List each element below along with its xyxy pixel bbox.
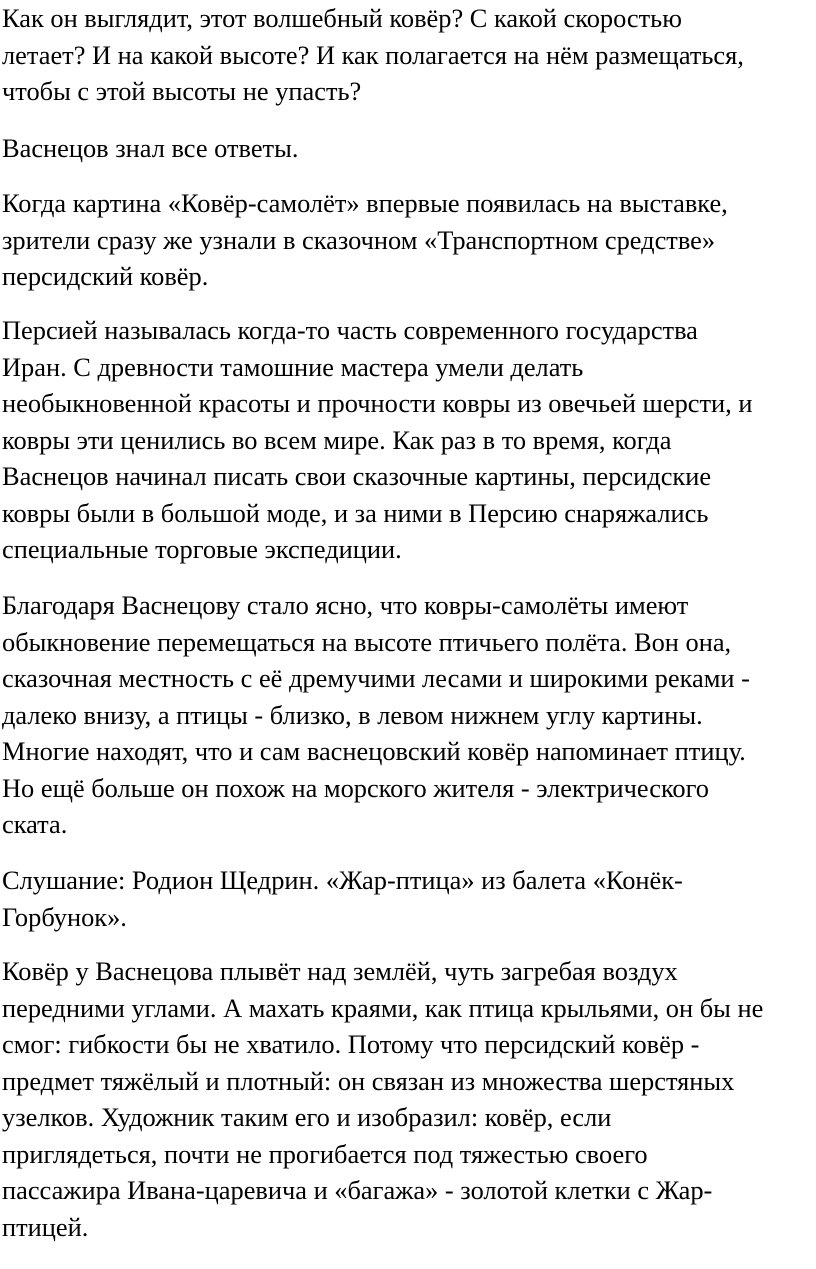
text-line: передними углами. А махать краями, как птица крыльями, он бы не bbox=[2, 992, 764, 1023]
text-line: Но ещё больше он похож на морского жителя - электрического bbox=[2, 772, 709, 803]
text-line: летает? И на какой высоте? И как полагается на нём размещаться, bbox=[2, 39, 744, 70]
text-line: Слушание: Родион Щедрин. «Жар-птица» из балета «Конёк- bbox=[2, 865, 683, 895]
paragraph-4 bbox=[2, 312, 752, 568]
paragraph-7 bbox=[2, 953, 763, 1245]
text-line: Многие находят, что и сам васнецовский ковёр напоминает птицу. bbox=[2, 736, 746, 766]
paragraph-5 bbox=[2, 587, 750, 843]
text-line: узелков. Художник таким его и изобразил: ковёр, если bbox=[2, 1102, 612, 1132]
paragraph-6 bbox=[2, 862, 683, 935]
text-line: чтобы с этой высоты не упасть? bbox=[2, 76, 362, 106]
text-line: персидский ковёр. bbox=[2, 261, 209, 291]
text-line: смог: гибкости бы не хватило. Потому что персидский ковёр - bbox=[2, 1029, 700, 1059]
text-line: Горбунок». bbox=[2, 901, 127, 932]
text-line: Васнецов начинал писать свои сказочные картины, персидские bbox=[2, 461, 712, 491]
text-line: пассажира Ивана-царевича и «багажа» - золотой клетки с Жар- bbox=[2, 1175, 713, 1205]
paragraph-2 bbox=[2, 130, 298, 167]
text-line: специальные торговые экспедиции. bbox=[2, 534, 402, 564]
text-line: зрители сразу же узнали в сказочном «Транспортном средстве» bbox=[2, 224, 716, 255]
text-line: необыкновенной красоты и прочности ковры из овечьей шерсти, и bbox=[2, 388, 753, 418]
text-line: Как он выглядит, этот волшебный ковёр? С какой скоростью bbox=[2, 3, 682, 33]
text-line: птицей. bbox=[2, 1211, 89, 1242]
text-line: Иран. С древности тамошние мастера умели делать bbox=[2, 351, 584, 382]
text-line: обыкновение перемещаться на высоте птичьего полёта. Вон она, bbox=[2, 626, 732, 657]
text-line: ковры были в большой моде, и за ними в Персию снаряжались bbox=[2, 497, 709, 528]
text-line: Благодаря Васнецову стало ясно, что ковры-самолёты имеют bbox=[2, 590, 689, 620]
text-line: приглядеться, почти не прогибается под тяжестью своего bbox=[2, 1138, 648, 1169]
paragraph-1 bbox=[2, 0, 744, 110]
text-line: Персией называлась когда-то часть современного государства bbox=[2, 315, 698, 345]
text-line: далеко внизу, а птицы - близко, в левом нижнем углу картины. bbox=[2, 699, 703, 730]
text-line: ската. bbox=[2, 809, 68, 839]
text-line: предмет тяжёлый и плотный: он связан из множества шерстяных bbox=[2, 1065, 735, 1096]
paragraph-3 bbox=[2, 185, 728, 295]
text-line: сказочная местность с её дремучими лесами и широкими реками - bbox=[2, 663, 750, 693]
text-line: ковры эти ценились во всем мире. Как раз в то время, когда bbox=[2, 424, 672, 455]
text-line: Васнецов знал все ответы. bbox=[2, 133, 299, 163]
text-line: Когда картина «Ковёр-самолёт» впервые появилась на выставке, bbox=[2, 188, 728, 218]
text-line: Ковёр у Васнецова плывёт над землёй, чуть загребая воздух bbox=[2, 956, 678, 986]
